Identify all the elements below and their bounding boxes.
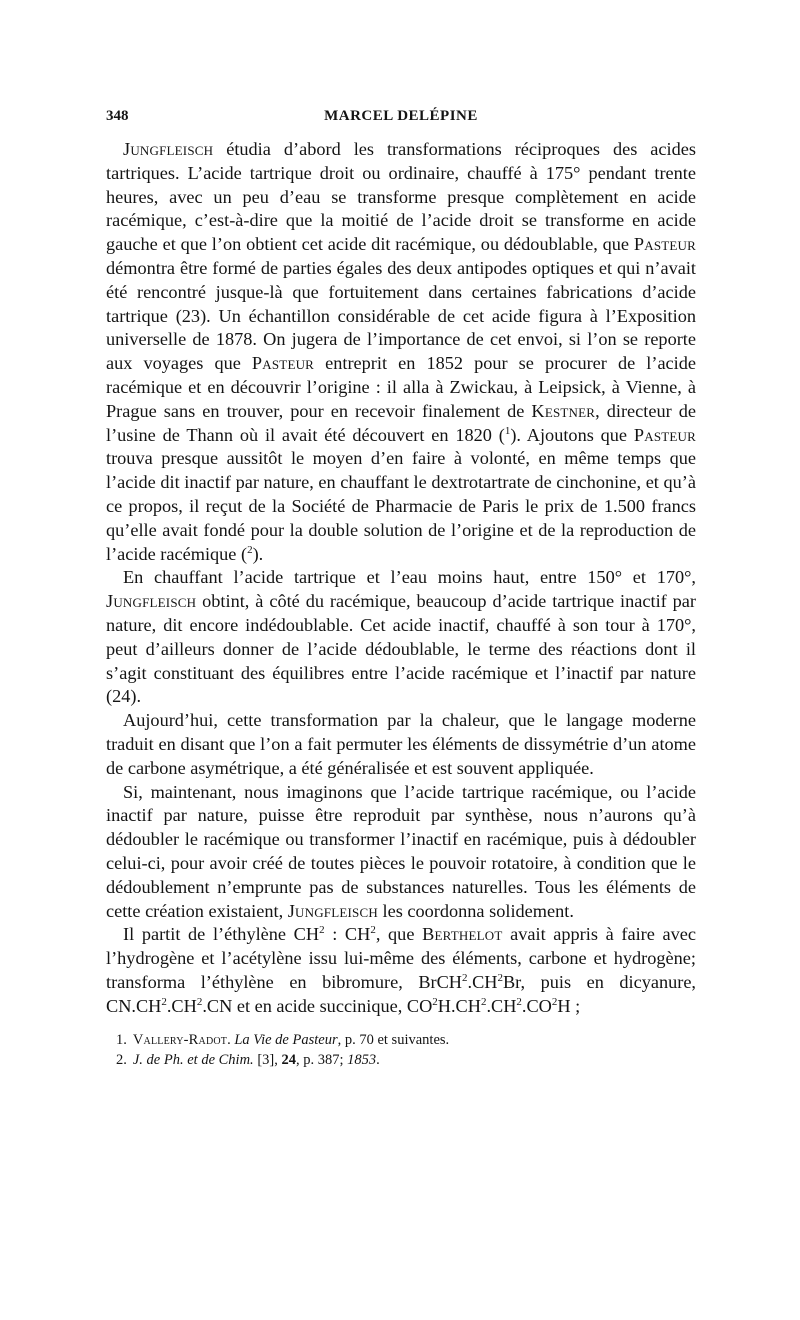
superscript: 2: [196, 995, 203, 1008]
text-run: ). Ajoutons que: [510, 424, 634, 445]
paragraph: [106, 781, 696, 924]
text-run: les coordonna solidement.: [377, 900, 574, 921]
paragraph: [106, 138, 696, 566]
text-run: Aujourd’hui, cette transformation par la chaleur, que le langage moderne traduit en disant que l’on a fait permuter les éléments de dissymétrie d’un atome de carbone asymétrique, a été généralisée et est souvent appliquée.: [106, 710, 696, 778]
text-run: entreprit en 1852 pour se procurer de l’acide racémique et en découvrir l’origine : il alla à Zwickau, à Leipsick, à Vienne, à Prague sans en trouver, pour en recevoir finalement de: [106, 353, 696, 421]
text-run: .CO: [521, 995, 552, 1016]
text-run: .CH: [486, 995, 517, 1016]
text-run: Si, maintenant, nous imaginons que l’acide tartrique racémique, ou l’acide inactif par nature, puisse être reproduit par synthèse, nous n’aurons qu’à dédoubler le racémique ou transformer l’inactif en racémique, puis à dédoubler celui-ci, pour avoir créé de toutes pièces le pouvoir rotatoire, à condition que le dédoublement n’emprunte pas de substances naturelles. Tous les éléments de cette création existaient,: [106, 781, 696, 921]
footnote-number: 2.: [116, 1052, 127, 1069]
superscript: 2: [370, 924, 376, 937]
text-run: ).: [252, 543, 264, 564]
text-run: H ;: [557, 995, 581, 1016]
paragraph: [106, 709, 696, 780]
text-run: : CH: [324, 924, 371, 945]
superscript: 2: [432, 995, 438, 1008]
text-run: , que: [375, 924, 423, 945]
text-run: .CN et en acide succinique, CO: [202, 995, 433, 1016]
text-run: .: [227, 1032, 235, 1049]
superscript: 2: [551, 995, 558, 1008]
text-run: 24: [281, 1052, 296, 1069]
text-run: 1853: [347, 1052, 377, 1069]
footnote: [106, 1030, 696, 1050]
superscript: 2: [319, 924, 325, 937]
text-run: Br, puis en dicyanure, CN.CH: [106, 971, 697, 1016]
superscript: 2: [161, 995, 167, 1008]
superscript: 2: [497, 971, 503, 984]
text-run: J. de Ph. et de Chim.: [132, 1052, 254, 1069]
superscript: 2: [247, 543, 253, 556]
page-header: [106, 108, 696, 138]
text-run: .CH: [467, 971, 498, 992]
text-run: Il partit de l’éthylène CH: [123, 924, 320, 945]
book-page: [106, 108, 696, 1070]
text-run: En chauffant l’acide tartrique et l’eau moins haut, entre 150° et 170°,: [123, 567, 696, 588]
paragraph: [106, 923, 696, 1018]
author-name: Kestner: [531, 400, 596, 421]
author-name: Jungfleisch: [106, 591, 197, 612]
text-run: étudia d’abord les transformations réciproques des acides tartriques. L’acide tartrique droit ou ordinaire, chauffé à 175° pendant trente heures, avec un peu d’eau se transforme presque complètement en acide racémique, c’est-à-dire que la moitié de l’acide droit se transforme en acide gauche et que l’on obtient cet acide dit racémique, ou dédoublable, que: [106, 139, 696, 255]
paragraph: [106, 566, 696, 709]
text-run: , p. 70 et suivantes.: [337, 1032, 450, 1049]
footnote-number: 1.: [116, 1032, 127, 1049]
author-name: Pasteur: [251, 353, 315, 374]
text-run: , directeur de l’usine de Thann où il avait été découvert en 1820 (: [106, 400, 696, 445]
text-run: démontra être formé de parties égales des deux antipodes optiques et qui n’avait été rencontré jusque-là que fortuitement dans certaines fabrications d’acide tartrique (23). Un échantillon considérable de cet acide figura à l’Exposition universelle de 1878. On jugera de l’importance de cet envoi, si l’on se reporte aux voyages que: [106, 257, 696, 374]
superscript: 2: [480, 995, 487, 1008]
body-text: [106, 138, 696, 1018]
text-run: .CH: [166, 995, 197, 1016]
author-name: Pasteur: [633, 234, 696, 255]
text-run: La Vie de Pasteur: [234, 1032, 338, 1049]
text-run: obtint, à côté du racémique, beaucoup d’acide tartrique inactif par nature, dit encore indédoublable. Cet acide inactif, chauffé à son tour à 170°, peut d’ailleurs donner de l’acide dédoublable, le terme des réactions dont il s’agit constituant des équilibres entre l’acide racémique et l’inactif par nature (24).: [106, 591, 696, 707]
superscript: 1: [504, 424, 511, 437]
superscript: 2: [516, 995, 522, 1008]
superscript: 2: [462, 971, 468, 984]
text-run: [3],: [253, 1052, 282, 1069]
author-name: Pasteur: [633, 424, 696, 445]
author-name: Jungfleisch: [287, 900, 378, 921]
page-number: 348: [106, 108, 129, 124]
running-title: MARCEL DELÉPINE: [324, 108, 478, 124]
text-run: avait appris à faire avec l’hydrogène et l’acétylène issu lui-même des éléments, carbone et hydrogène; transforma l’éthylène en bibromure, BrCH: [106, 924, 696, 992]
text-run: H.CH: [437, 995, 481, 1016]
footnote: [106, 1050, 696, 1070]
text-run: .: [376, 1052, 380, 1069]
text-run: , p. 387;: [295, 1052, 348, 1069]
text-run: trouva presque aussitôt le moyen d’en faire à volonté, en même temps que l’acide dit inactif par nature, en chauffant le dextrotartrate de cinchonine, et qu’à ce propos, il reçut de la Société de Pharmacie de Paris le prix de 1.500 francs qu’elle avait fondé pour la double solution de l’origine et de la reproduction de l’acide racémique (: [106, 448, 696, 564]
author-name: Jungfleisch: [123, 139, 214, 159]
author-name: Berthelot: [422, 924, 503, 945]
author-name: Vallery-Radot: [132, 1032, 228, 1049]
footnotes: [106, 1030, 696, 1070]
